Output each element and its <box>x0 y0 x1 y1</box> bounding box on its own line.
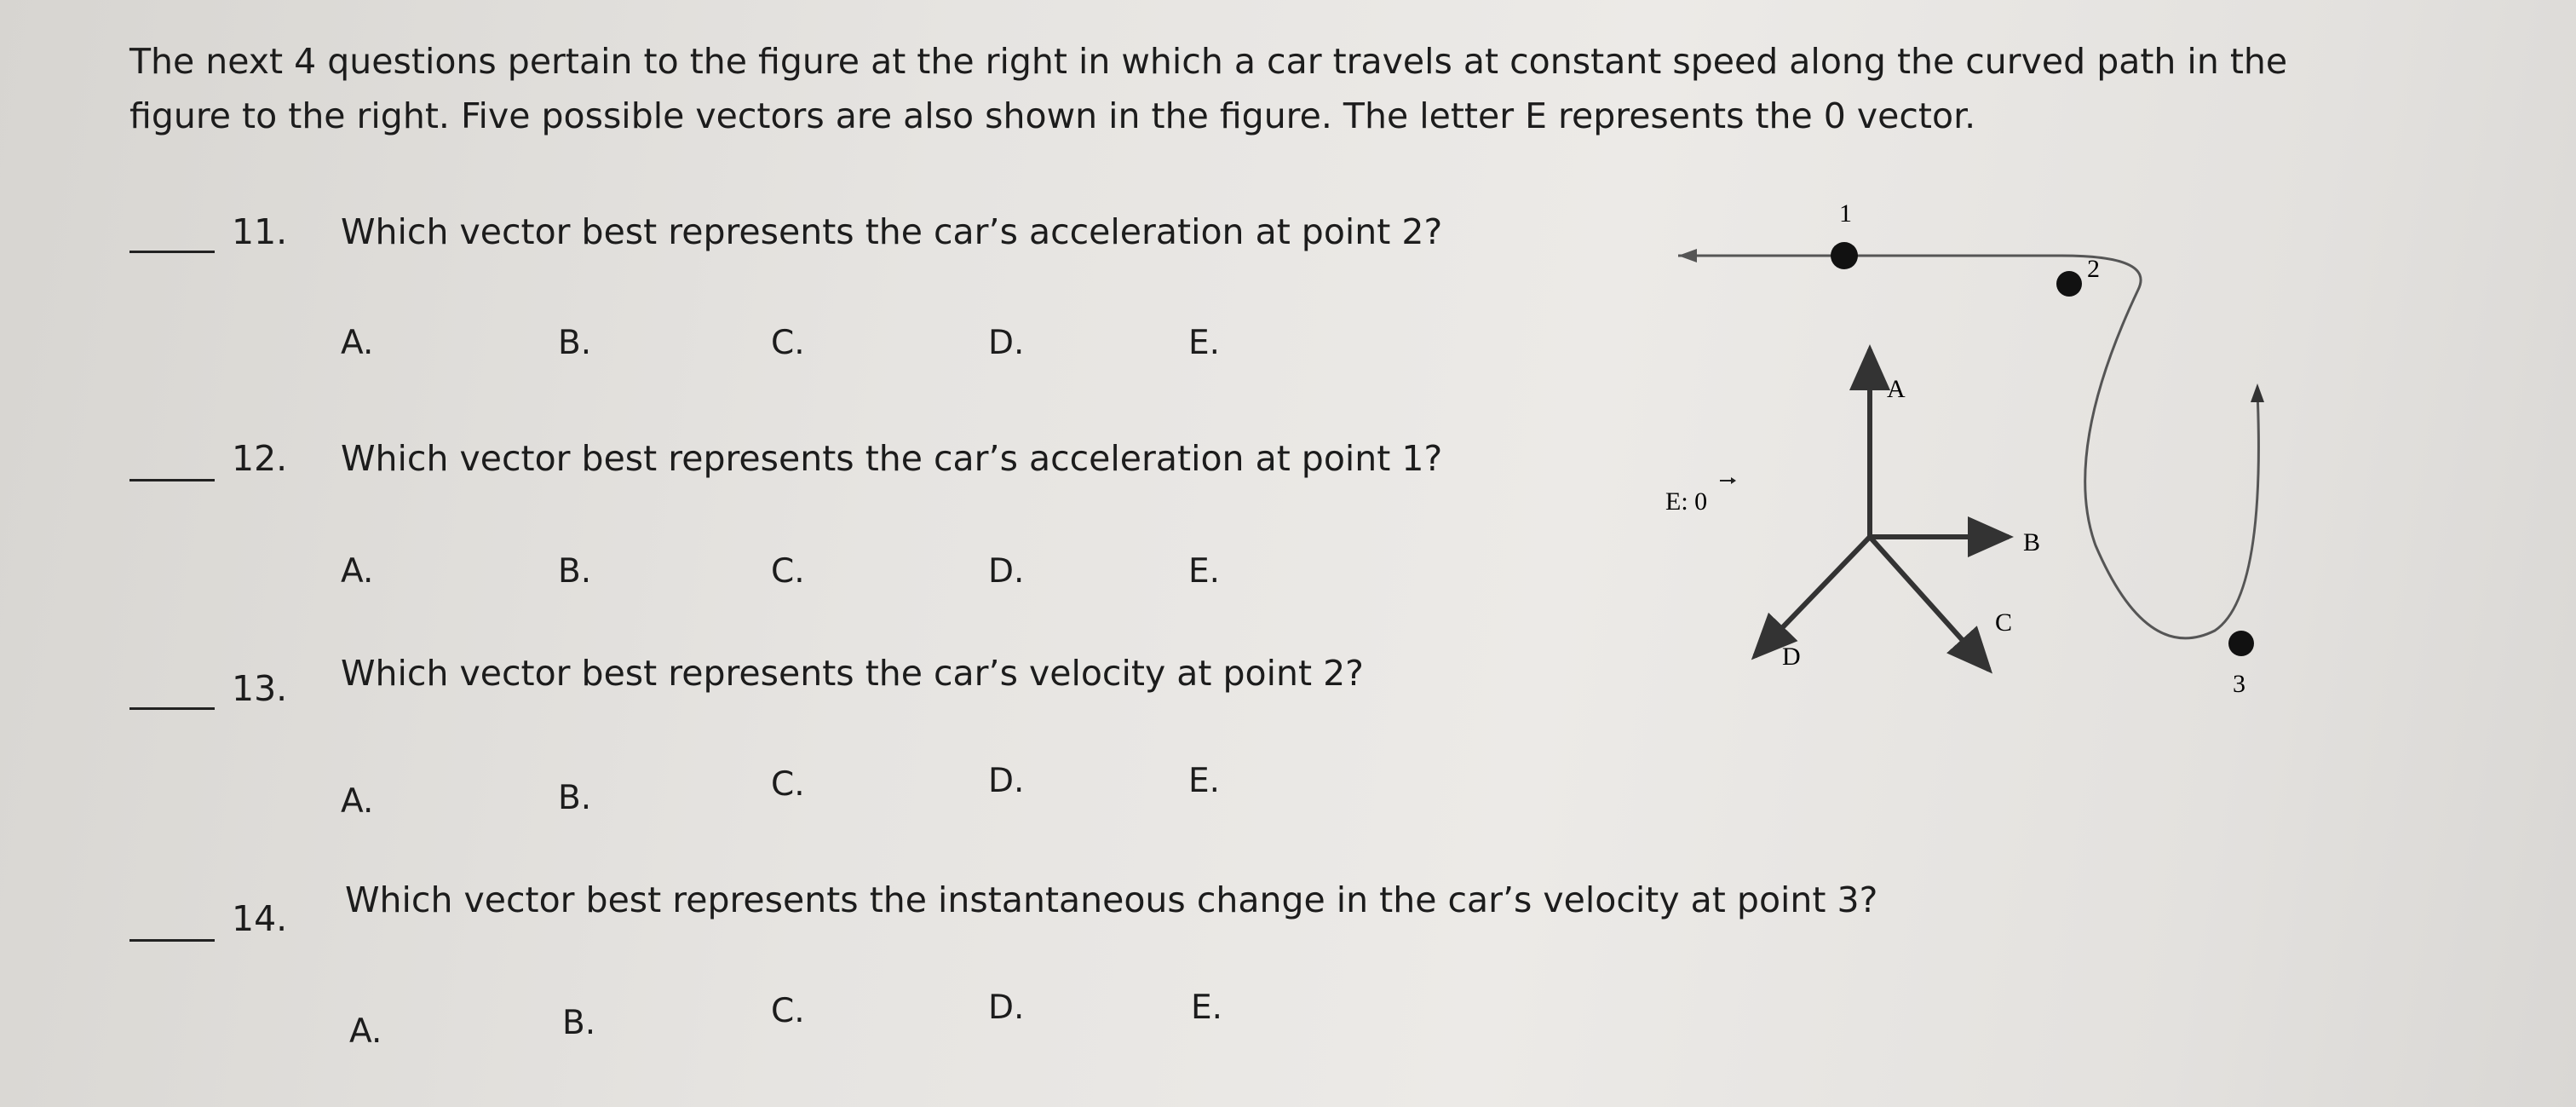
vector-d-arrow <box>1755 537 1870 656</box>
option-b-14[interactable]: B. <box>562 1004 596 1042</box>
option-e-11[interactable]: E. <box>1188 324 1221 362</box>
option-b-11[interactable]: B. <box>558 324 592 362</box>
question-number-14: 14. <box>232 898 288 939</box>
question-text-12: Which vector best represents the car’s acceleration at point 1? <box>341 438 1443 479</box>
option-d-14[interactable]: D. <box>988 989 1025 1027</box>
vector-c-arrow <box>1870 537 1989 670</box>
option-a-12[interactable]: A. <box>341 552 374 591</box>
point-3-dot <box>2228 631 2254 656</box>
question-text-11: Which vector best represents the car’s acceleration at point 2? <box>341 211 1443 252</box>
option-a-13[interactable]: A. <box>341 782 374 821</box>
option-d-12[interactable]: D. <box>988 552 1025 591</box>
question-number-11: 11. <box>232 211 288 252</box>
option-a-11[interactable]: A. <box>341 324 374 362</box>
zero-vector-label: E: 0 <box>1665 487 1708 516</box>
option-a-14[interactable]: A. <box>349 1012 382 1051</box>
path-start-arrowhead <box>1678 249 1697 262</box>
option-c-13[interactable]: C. <box>771 765 805 804</box>
option-d-11[interactable]: D. <box>988 324 1025 362</box>
point-1-label: 1 <box>1839 199 1852 228</box>
point-2-label: 2 <box>2087 255 2100 283</box>
point-2-dot <box>2056 271 2082 297</box>
answer-blank-12[interactable] <box>129 479 215 481</box>
path-end-arrowhead <box>2251 383 2264 402</box>
point-3-label: 3 <box>2233 670 2245 698</box>
option-c-12[interactable]: C. <box>771 552 805 591</box>
path-and-vectors-figure <box>1601 170 2453 733</box>
question-number-13: 13. <box>232 668 288 709</box>
curved-path <box>1678 256 2258 638</box>
answer-blank-13[interactable] <box>129 707 215 710</box>
answer-blank-14[interactable] <box>129 939 215 942</box>
question-text-13: Which vector best represents the car’s velocity at point 2? <box>341 653 1364 694</box>
point-1-dot <box>1831 242 1858 269</box>
option-e-13[interactable]: E. <box>1188 762 1221 800</box>
vector-a-label: A <box>1887 375 1906 403</box>
question-number-12: 12. <box>232 438 288 479</box>
option-d-13[interactable]: D. <box>988 762 1025 800</box>
vector-d-label: D <box>1782 643 1801 671</box>
option-c-14[interactable]: C. <box>771 992 805 1030</box>
option-e-14[interactable]: E. <box>1191 989 1223 1027</box>
instructions-paragraph: The next 4 questions pertain to the figure at the right in which a car travels at constant speed along the curved path in the figure to the right. Five possible vectors are also shown in the figure. The letter E represents the 0 vector. <box>129 41 2288 136</box>
option-e-12[interactable]: E. <box>1188 552 1221 591</box>
option-b-13[interactable]: B. <box>558 779 592 817</box>
zero-vector-arrow-tip <box>1731 477 1736 484</box>
question-text-14: Which vector best represents the instantaneous change in the car’s velocity at point 3? <box>345 879 1878 920</box>
vector-b-label: B <box>2023 528 2041 556</box>
answer-blank-11[interactable] <box>129 251 215 253</box>
option-b-12[interactable]: B. <box>558 552 592 591</box>
option-c-11[interactable]: C. <box>771 324 805 362</box>
vector-c-label: C <box>1995 608 2013 637</box>
